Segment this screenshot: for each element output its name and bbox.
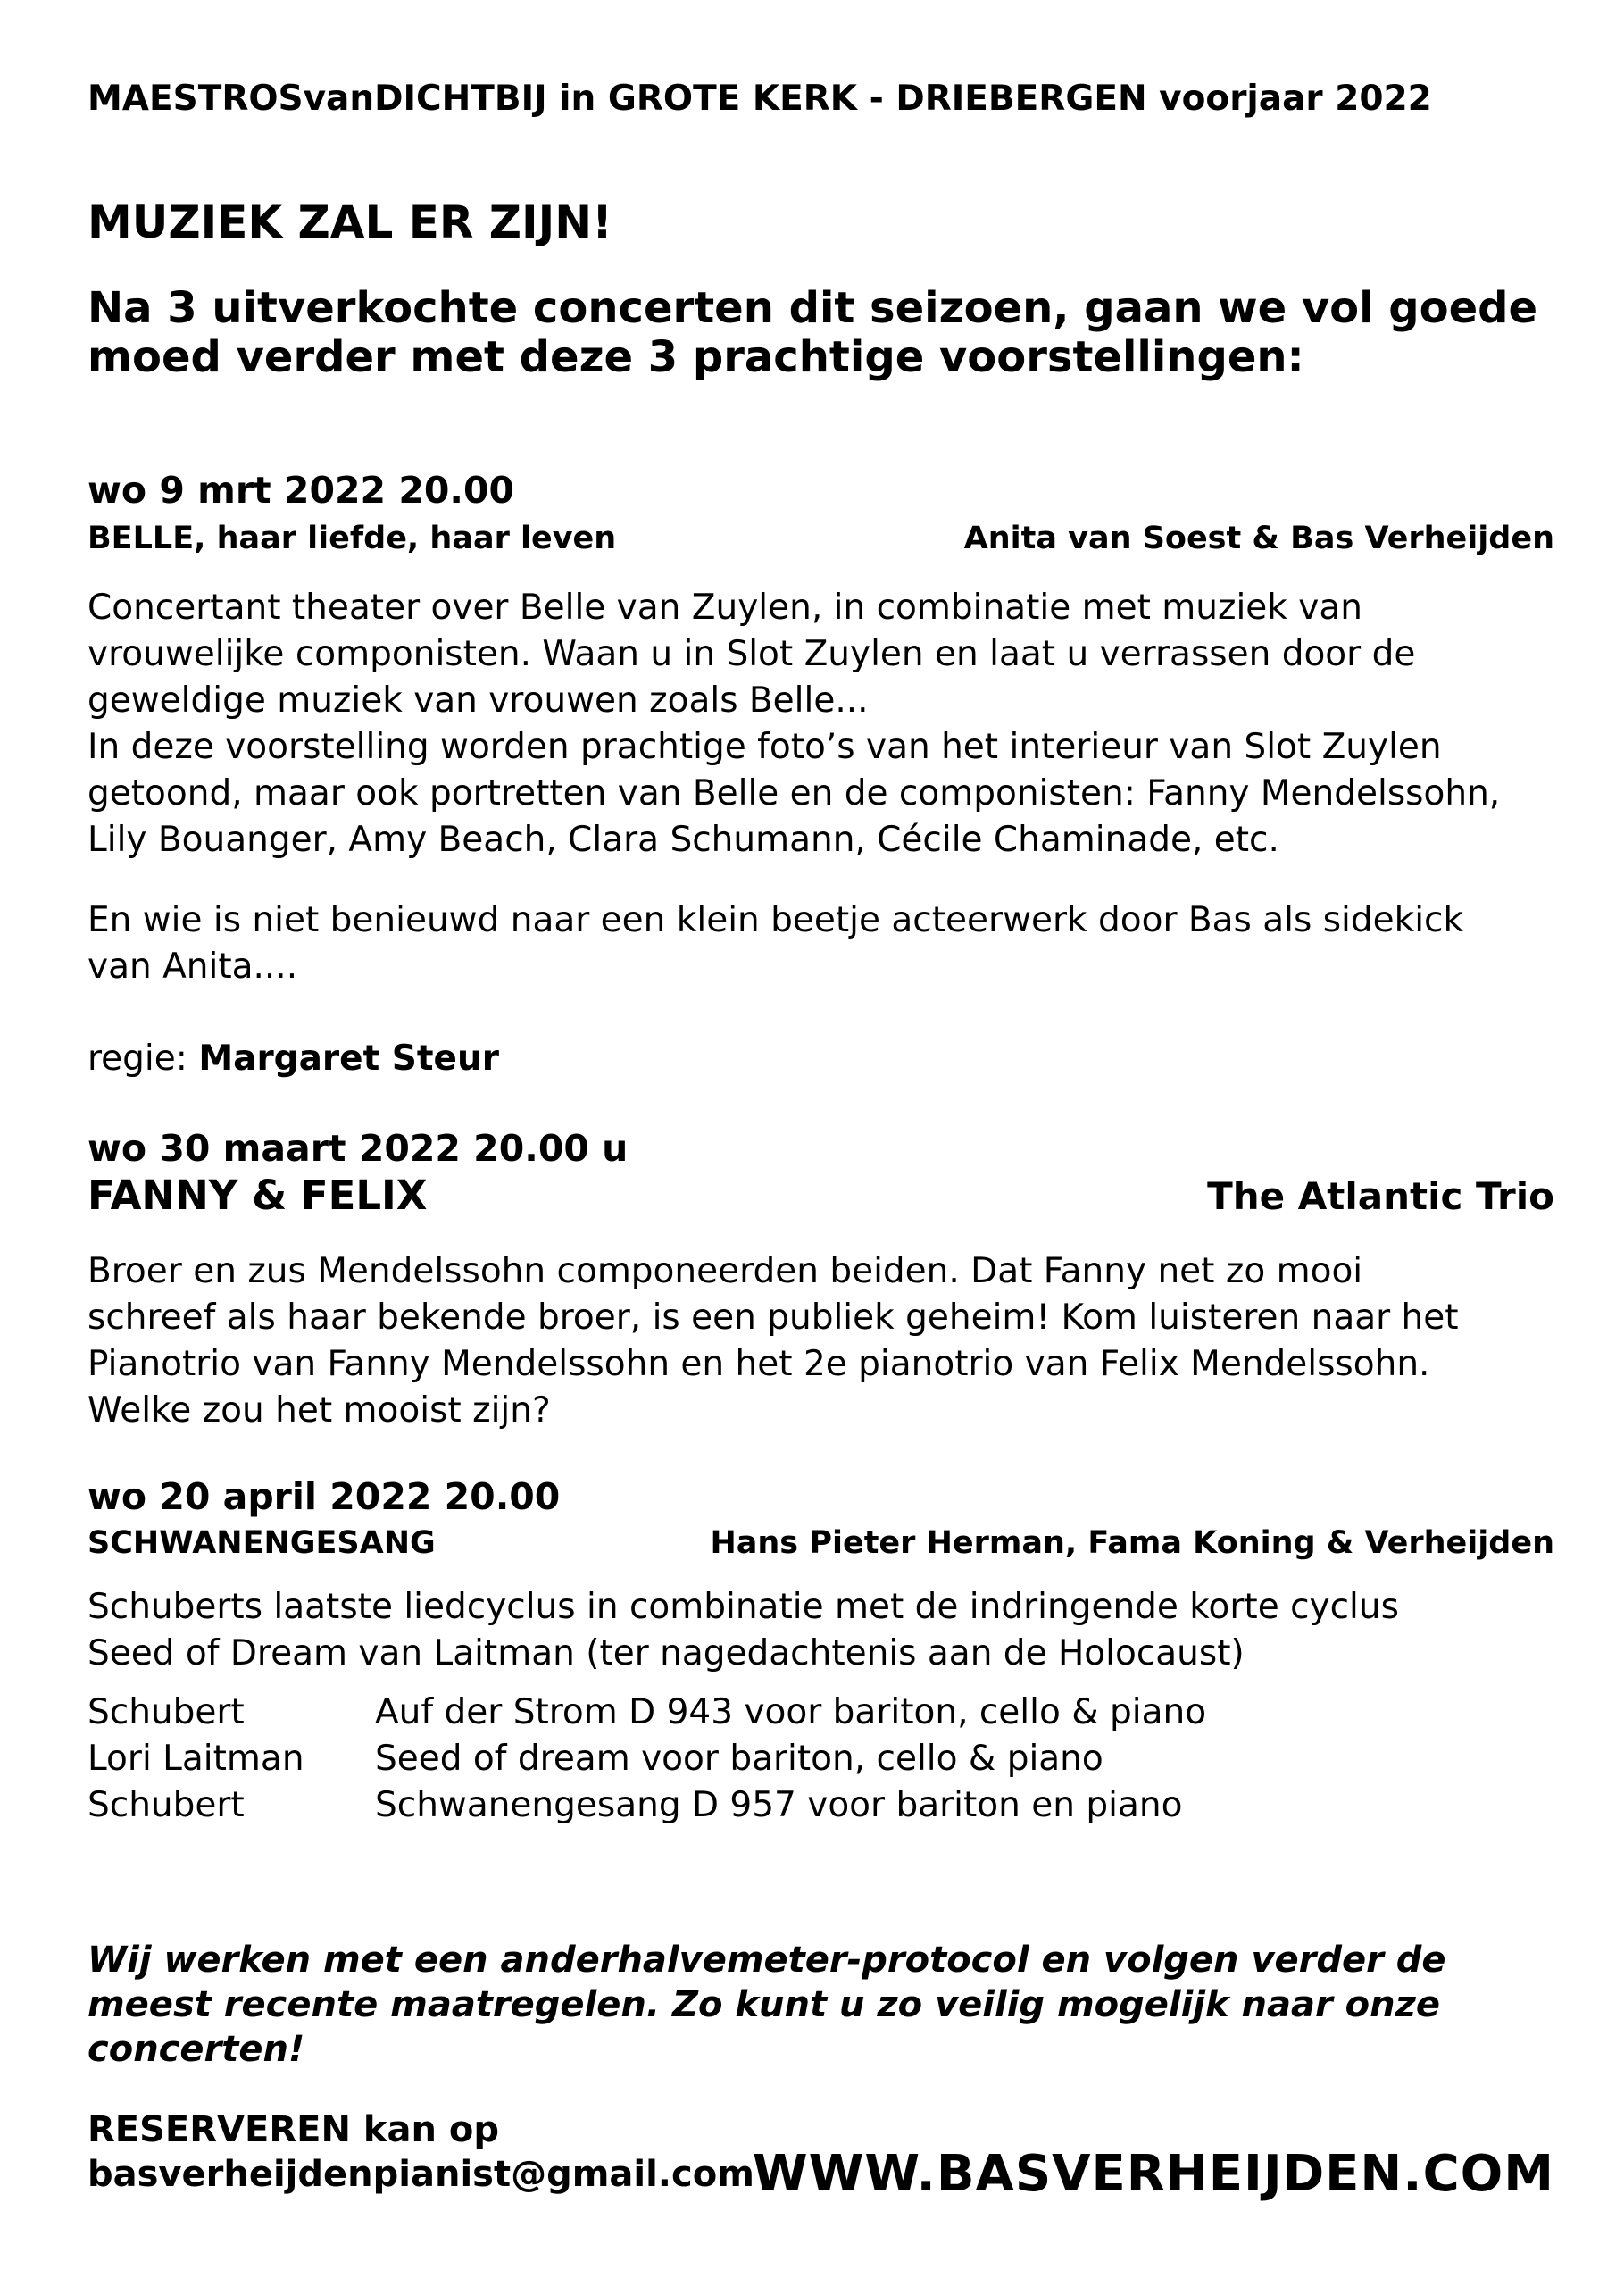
notice-line: concerten! (87, 2029, 305, 2070)
concert-1-extra (87, 897, 1570, 990)
notice-line: Wij werken met een anderhalvemeter-protocol en volgen verder de (87, 1940, 1446, 1981)
description-line: In deze voorstelling worden prachtige foto’s van het interieur van Slot Zuylen (87, 727, 1442, 767)
description-line: Concertant theater over Belle van Zuylen, in combinatie met muziek van (87, 588, 1362, 628)
concert-1-direction (87, 1039, 499, 1079)
description-line: En wie is niet benieuwd naar een klein beetje acteerwerk door Bas als sidekick (87, 900, 1464, 940)
program-row (87, 1739, 1103, 1779)
description-line: Schuberts laatste liedcyclus in combinatie met de indringende korte cyclus (87, 1587, 1399, 1627)
concert-2-performers: The Atlantic Trio (1207, 1174, 1554, 1218)
concert-2-title: FANNY & FELIX (87, 1172, 428, 1219)
description-line: getoond, maar ook portretten van Belle en de componisten: Fanny Mendelssohn, (87, 773, 1501, 814)
concert-3-date: wo 20 april 2022 20.00 (87, 1475, 561, 1518)
reservation-label: RESERVEREN kan op (87, 2109, 499, 2150)
program-work: Seed of dream voor bariton, cello & piano (375, 1739, 1103, 1779)
description-line: schreef als haar bekende broer, is een publiek geheim! Kom luisteren naar het (87, 1298, 1459, 1338)
headline: MUZIEK ZAL ER ZIJN! (87, 196, 612, 248)
program-work: Schwanengesang D 957 voor bariton en piano (375, 1785, 1183, 1825)
concert-1-date: wo 9 mrt 2022 20.00 (87, 469, 515, 512)
intro-text (87, 284, 1537, 382)
program-row (87, 1785, 1182, 1825)
concert-3-title: SCHWANENGESANG (87, 1525, 436, 1561)
concert-3-performers: Hans Pieter Herman, Fama Koning & Verheijden (710, 1525, 1554, 1561)
program-composer: Lori Laitman (87, 1739, 304, 1779)
concert-1-description (87, 585, 1570, 864)
direction-label: regie: (87, 1039, 187, 1079)
page-header: MAESTROSvanDICHTBIJ in GROTE KERK - DRIEBERGEN voorjaar 2022 (87, 79, 1432, 119)
description-line: geweldige muziek van vrouwen zoals Belle... (87, 680, 869, 721)
intro-line: moed verder met deze 3 prachtige voorstellingen: (87, 332, 1304, 382)
description-line: Pianotrio van Fanny Mendelssohn en het 2e pianotrio van Felix Mendelssohn. (87, 1344, 1430, 1384)
program-composer: Schubert (87, 1692, 245, 1732)
safety-notice (87, 1938, 1570, 2072)
description-line: Broer en zus Mendelssohn componeerden beiden. Dat Fanny net zo mooi (87, 1251, 1363, 1291)
program-composer: Schubert (87, 1785, 245, 1825)
program-work: Auf der Strom D 943 voor bariton, cello & piano (375, 1692, 1207, 1732)
reservation-block (87, 2107, 754, 2197)
concert-2-description (87, 1248, 1570, 1434)
description-line: vrouwelijke componisten. Waan u in Slot Zuylen en laat u verrassen door de (87, 634, 1416, 674)
program-row (87, 1692, 1206, 1732)
concert-1-title: BELLE, haar liefde, haar leven (87, 521, 617, 556)
director-name: Margaret Steur (198, 1039, 499, 1079)
website-link[interactable]: WWW.BASVERHEIJDEN.COM (752, 2145, 1554, 2203)
reservation-email[interactable]: basverheijdenpianist@gmail.com (87, 2154, 754, 2195)
concert-1-performers: Anita van Soest & Bas Verheijden (963, 521, 1554, 556)
intro-line: Na 3 uitverkochte concerten dit seizoen, gaan we vol goede (87, 283, 1538, 333)
concert-2-date: wo 30 maart 2022 20.00 u (87, 1127, 629, 1170)
concert-3-description (87, 1584, 1570, 1677)
description-line: Seed of Dream van Laitman (ter nagedachtenis aan de Holocaust) (87, 1633, 1245, 1673)
description-line: Welke zou het mooist zijn? (87, 1390, 551, 1431)
notice-line: meest recente maatregelen. Zo kunt u zo veilig mogelijk naar onze (87, 1984, 1441, 2025)
description-line: van Anita.... (87, 947, 298, 987)
description-line: Lily Bouanger, Amy Beach, Clara Schumann, Cécile Chaminade, etc. (87, 820, 1279, 860)
